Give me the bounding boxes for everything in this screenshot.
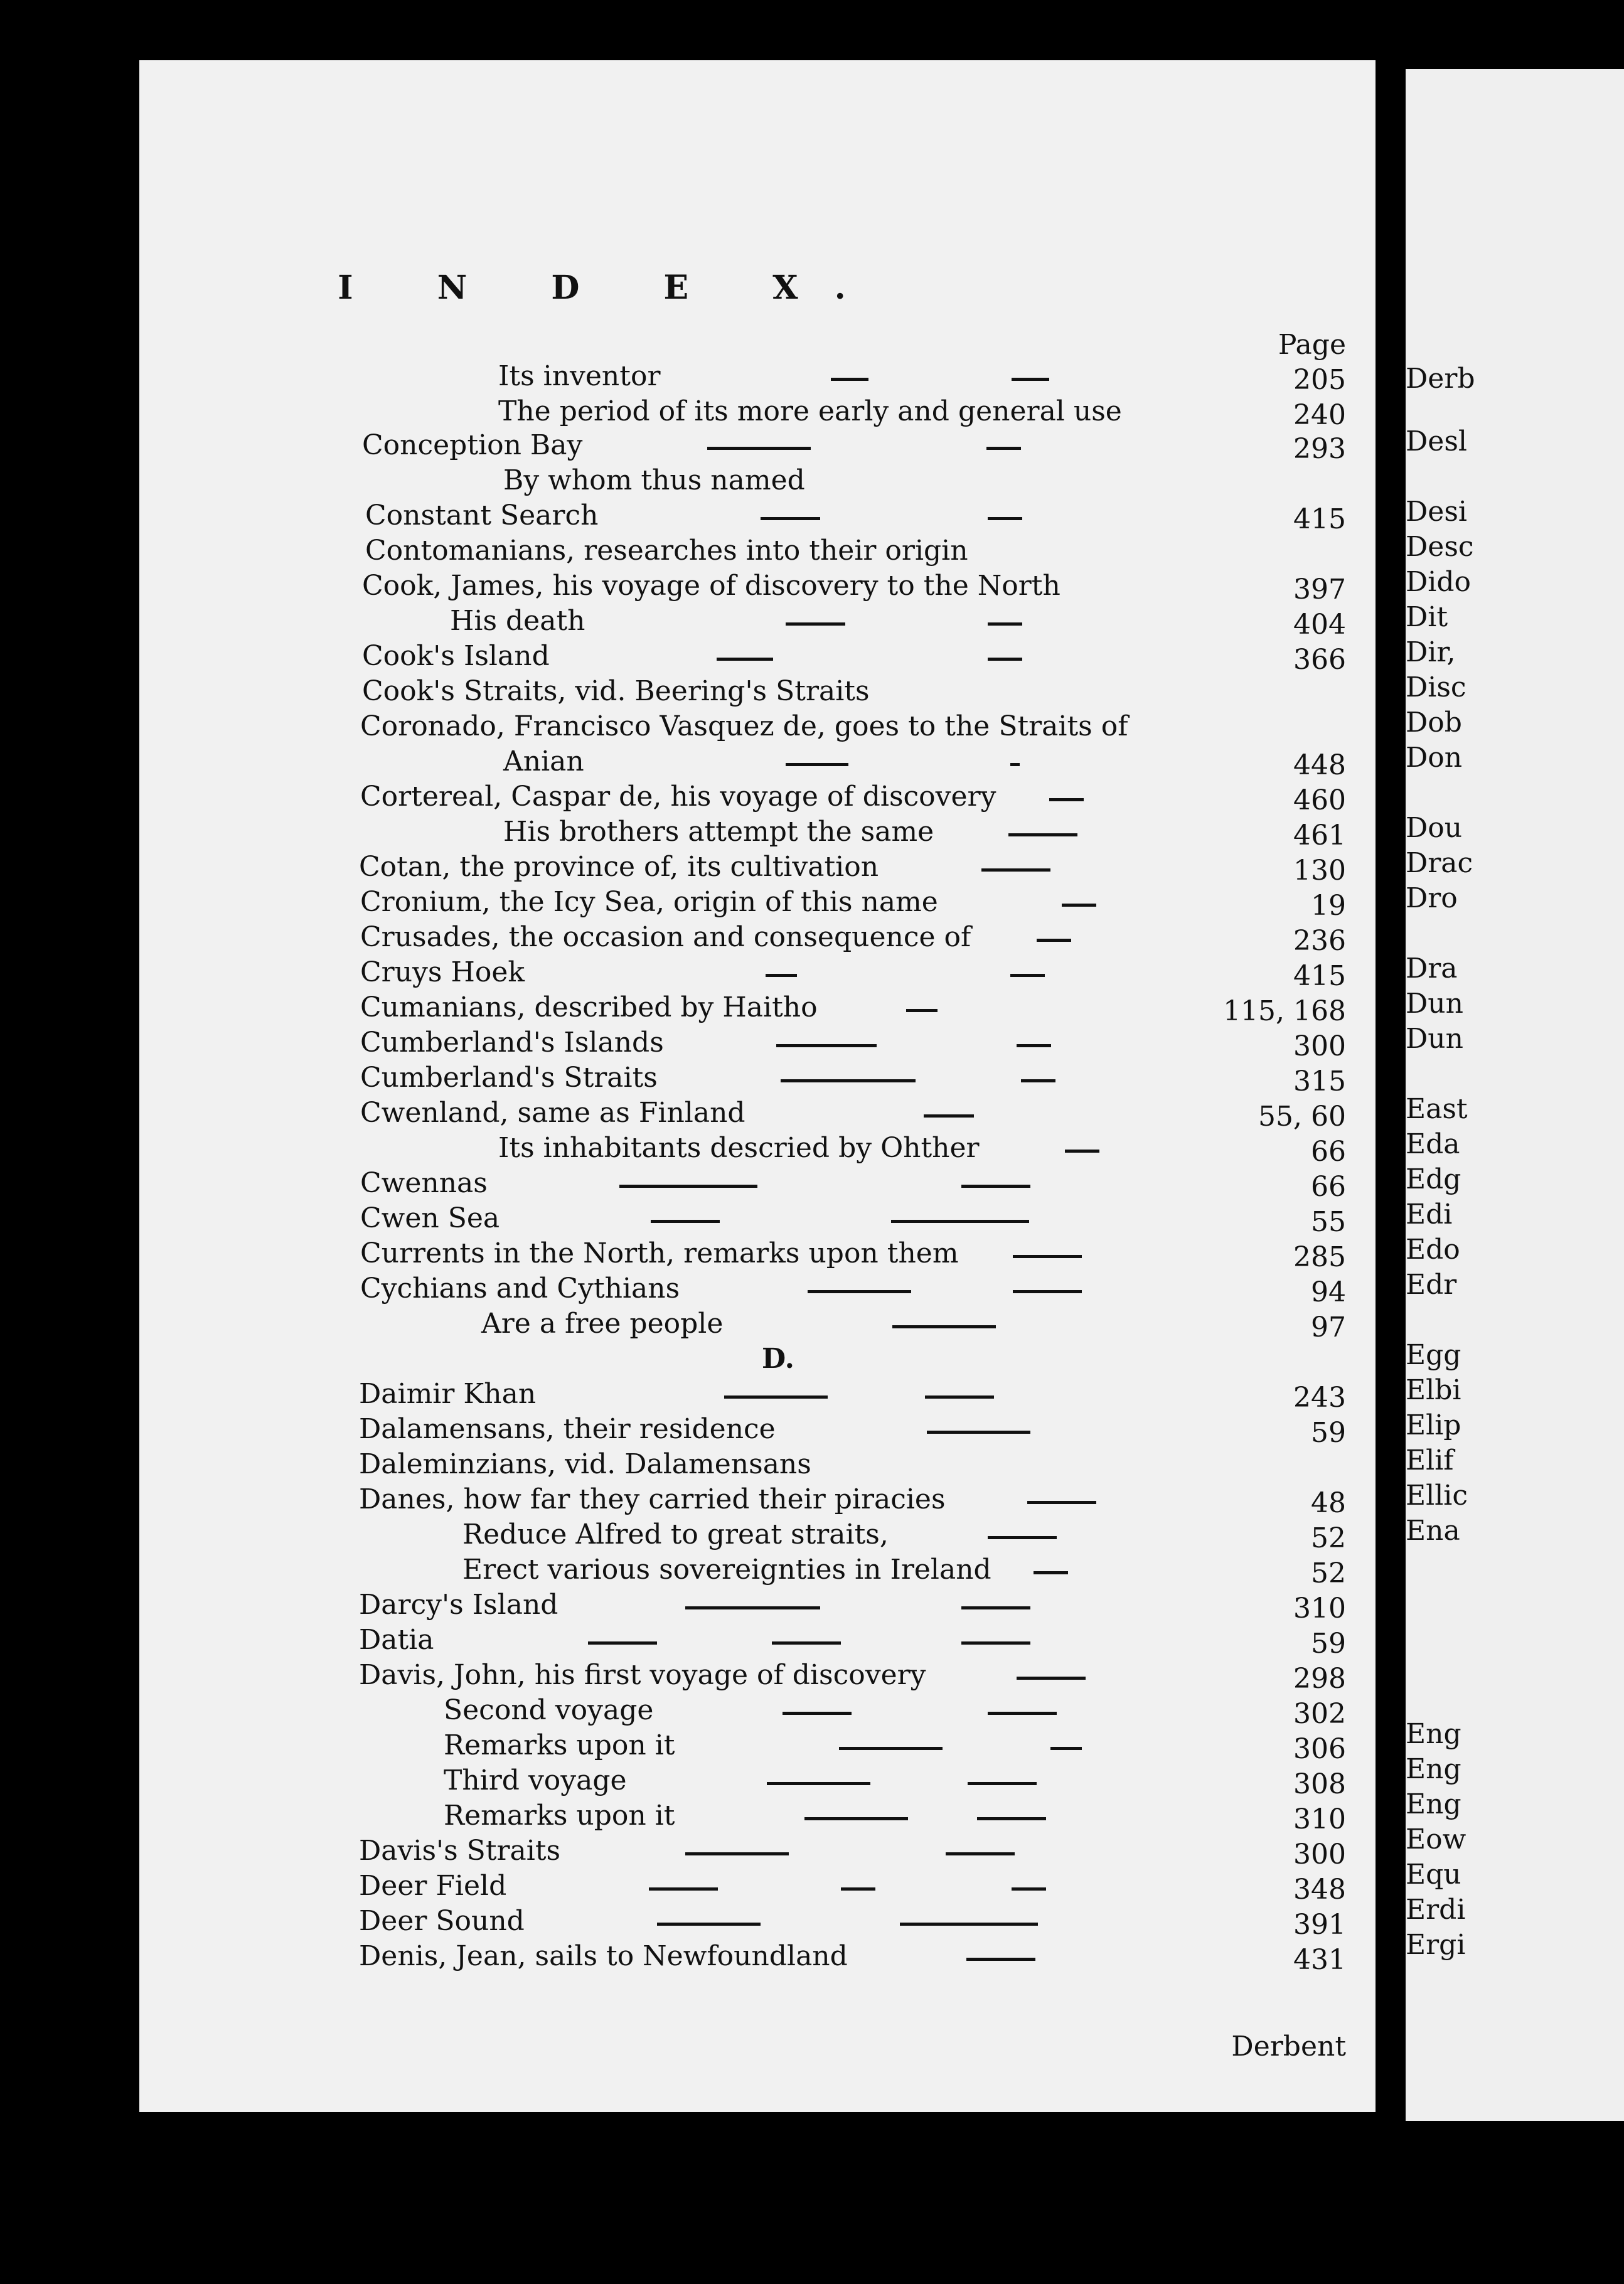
entry-page: 94	[1311, 1276, 1346, 1308]
leader-dash	[1049, 798, 1084, 801]
leader-dash	[892, 1325, 996, 1328]
index-entry	[139, 1869, 1376, 1904]
entry-name: Cumberland's Straits	[360, 1062, 658, 1094]
right-entry-fragment: Eow	[1406, 1823, 1466, 1855]
index-entry	[139, 920, 1376, 955]
entry-name: Denis, Jean, sails to Newfoundland	[359, 1940, 848, 1972]
entry-page: 397	[1293, 574, 1346, 606]
index-entry	[139, 394, 1376, 429]
entry-name: Are a free people	[481, 1308, 724, 1340]
entry-page: 310	[1293, 1593, 1346, 1625]
leader-dash	[783, 1712, 852, 1715]
entry-name: Second voyage	[444, 1694, 654, 1726]
entry-page: 285	[1293, 1241, 1346, 1273]
entry-name: Deer Field	[359, 1870, 507, 1902]
entry-page: 404	[1293, 609, 1346, 641]
right-entry-fragment: Dit	[1406, 601, 1448, 633]
index-entry	[139, 428, 1376, 463]
right-entry-fragment: Erdi	[1406, 1894, 1466, 1926]
right-entry-fragment: Dido	[1406, 566, 1472, 598]
leader-dash	[1017, 1044, 1051, 1047]
right-entry-fragment: Dou	[1406, 812, 1463, 844]
entry-page: 52	[1311, 1557, 1346, 1589]
index-entry	[139, 1798, 1376, 1833]
leader-dash	[1012, 1887, 1046, 1891]
leader-dash	[767, 1782, 870, 1785]
leader-dash	[808, 1290, 911, 1293]
entry-page: 293	[1293, 433, 1346, 465]
right-entry-fragment: Ena	[1406, 1515, 1460, 1547]
entry-page: 115, 168	[1223, 995, 1346, 1027]
leader-dash	[1013, 1255, 1082, 1258]
leader-dash	[1008, 833, 1077, 836]
index-entry	[139, 1271, 1376, 1306]
leader-dash	[588, 1641, 657, 1645]
entry-name: Conception Bay	[362, 429, 583, 461]
entry-name: Deer Sound	[359, 1905, 525, 1937]
leader-dash	[1012, 378, 1049, 381]
leader-dash	[717, 658, 773, 661]
index-heading: I N D E X.	[338, 269, 882, 307]
entry-name: Cook, James, his voyage of discovery to the North	[362, 570, 1060, 602]
leader-dash	[1034, 1571, 1068, 1574]
entry-name: Crusades, the occasion and consequence of	[360, 921, 971, 953]
index-entry	[139, 885, 1376, 920]
leader-dash	[977, 1817, 1046, 1820]
leader-dash	[1062, 904, 1096, 907]
entry-name: Erect various sovereignties in Ireland	[462, 1554, 991, 1586]
entry-name: Coronado, Francisco Vasquez de, goes to the Straits of	[360, 710, 1128, 742]
entry-name: Contomanians, researches into their origin	[365, 535, 968, 567]
leader-dash	[841, 1887, 875, 1891]
leader-dash	[1013, 1290, 1082, 1293]
right-entry-fragment: Eda	[1406, 1128, 1460, 1160]
page-column-header: Page	[1278, 329, 1346, 361]
leader-dash	[1010, 763, 1020, 766]
entry-page: 415	[1293, 960, 1346, 992]
leader-dash	[776, 1044, 877, 1047]
entry-name: By whom thus named	[503, 464, 805, 496]
leader-dash	[1050, 1747, 1082, 1750]
index-entry	[139, 1377, 1376, 1412]
right-entry-fragment: East	[1406, 1093, 1468, 1125]
entry-page: 66	[1311, 1171, 1346, 1203]
entry-page: 240	[1293, 399, 1346, 431]
right-entry-fragment: Elif	[1406, 1444, 1454, 1476]
index-entry	[139, 1096, 1376, 1131]
entry-name: His death	[450, 605, 585, 637]
entry-name: Cook's Straits, vid. Beering's Straits	[362, 675, 870, 707]
index-entry	[139, 359, 1376, 394]
entry-page: 130	[1293, 855, 1346, 887]
entry-name: Cwennas	[360, 1167, 488, 1199]
leader-dash	[968, 1782, 1037, 1785]
leader-dash	[786, 622, 845, 626]
leader-dash	[906, 1009, 938, 1012]
leader-dash	[766, 974, 797, 977]
index-entry	[139, 639, 1376, 674]
entry-name: Remarks upon it	[444, 1729, 675, 1761]
right-entry-fragment: Desl	[1406, 425, 1467, 457]
entry-name: Cwen Sea	[360, 1202, 500, 1234]
entry-name: Its inhabitants descried by Ohther	[498, 1132, 980, 1164]
right-page	[1406, 69, 1624, 2121]
right-entry-fragment: Desi	[1406, 496, 1467, 528]
index-entry	[139, 1763, 1376, 1798]
index-entry	[139, 955, 1376, 990]
section-letter: D.	[762, 1343, 794, 1375]
right-entry-fragment: Elbi	[1406, 1374, 1461, 1406]
entry-name: Its inventor	[498, 360, 661, 392]
entry-name: Danes, how far they carried their piracies	[359, 1483, 946, 1515]
index-entry	[139, 1025, 1376, 1060]
entry-name: Davis's Straits	[359, 1835, 561, 1867]
leader-dash	[1037, 939, 1071, 942]
index-entry	[139, 1412, 1376, 1447]
index-entry	[139, 1623, 1376, 1658]
right-entry-fragment: Dro	[1406, 882, 1458, 914]
index-entry	[139, 463, 1376, 498]
index-entry	[139, 1166, 1376, 1201]
leader-dash	[986, 447, 1021, 450]
entry-name: Reduce Alfred to great straits,	[462, 1518, 889, 1550]
leader-dash	[924, 1114, 974, 1118]
entry-name: Daimir Khan	[359, 1378, 537, 1410]
entry-page: 348	[1293, 1874, 1346, 1906]
entry-page: 300	[1293, 1030, 1346, 1062]
entry-page: 306	[1293, 1733, 1346, 1765]
left-page	[139, 60, 1376, 2112]
entry-name: The period of its more early and general use	[498, 395, 1122, 427]
index-entry	[139, 1658, 1376, 1693]
leader-dash	[988, 517, 1022, 520]
leader-dash	[1065, 1150, 1099, 1153]
right-entry-fragment: Edr	[1406, 1269, 1457, 1301]
leader-dash	[761, 517, 820, 520]
entry-name: Cruys Hoek	[360, 956, 525, 988]
entry-page: 391	[1293, 1909, 1346, 1941]
right-entry-fragment: Dun	[1406, 988, 1463, 1020]
leader-dash	[619, 1185, 757, 1188]
entry-name: Datia	[359, 1624, 434, 1656]
leader-dash	[961, 1606, 1030, 1609]
entry-name: Cwenland, same as Finland	[360, 1097, 745, 1129]
leader-dash	[804, 1817, 908, 1820]
leader-dash	[961, 1641, 1030, 1645]
index-section-letter	[139, 1342, 1376, 1377]
entry-name: Cotan, the province of, its cultivation	[359, 851, 879, 883]
catchword: Derbent	[1231, 2031, 1346, 2063]
entry-name: Cumanians, described by Haitho	[360, 991, 818, 1023]
leader-dash	[724, 1395, 828, 1399]
index-entry	[139, 1447, 1376, 1482]
entry-name: Dalamensans, their residence	[359, 1413, 776, 1445]
entry-page: 460	[1293, 784, 1346, 816]
leader-dash	[981, 868, 1050, 872]
leader-dash	[685, 1852, 789, 1855]
right-entry-fragment: Eng	[1406, 1718, 1461, 1750]
right-entry-fragment: Dra	[1406, 953, 1458, 985]
right-entry-fragment: Dir,	[1406, 636, 1456, 668]
index-entry	[139, 1517, 1376, 1552]
index-entry	[139, 814, 1376, 850]
right-entry-fragment: Desc	[1406, 531, 1474, 563]
right-entry-fragment: Ergi	[1406, 1929, 1466, 1961]
leader-dash	[927, 1431, 1030, 1434]
right-entry-fragment: Egg	[1406, 1339, 1461, 1371]
leader-dash	[900, 1923, 1038, 1926]
leader-dash	[1017, 1677, 1086, 1680]
entry-name: Cumberland's Islands	[360, 1027, 664, 1059]
right-entry-fragment: Edi	[1406, 1198, 1453, 1230]
entry-name: Constant Search	[365, 499, 599, 531]
leader-dash	[786, 763, 848, 766]
entry-name: Currents in the North, remarks upon them	[360, 1237, 959, 1269]
leader-dash	[657, 1923, 761, 1926]
index-entry	[139, 1728, 1376, 1763]
entry-name: Third voyage	[444, 1764, 627, 1796]
entry-page: 66	[1311, 1136, 1346, 1168]
right-entry-fragment: Dob	[1406, 707, 1462, 739]
entry-name: Daleminzians, vid. Dalamensans	[359, 1448, 811, 1480]
index-entry	[139, 1939, 1376, 1974]
leader-dash	[685, 1606, 820, 1609]
right-entry-fragment: Don	[1406, 742, 1463, 774]
entry-page: 448	[1293, 749, 1346, 781]
leader-dash	[649, 1887, 718, 1891]
leader-dash	[772, 1641, 841, 1645]
leader-dash	[988, 658, 1022, 661]
right-entry-fragment: Equ	[1406, 1859, 1461, 1891]
right-entry-fragment: Ellic	[1406, 1480, 1468, 1512]
right-entry-fragment: Edg	[1406, 1163, 1461, 1195]
leader-dash	[966, 1958, 1035, 1961]
leader-dash	[946, 1852, 1015, 1855]
right-entry-fragment: Edo	[1406, 1234, 1460, 1266]
index-entry	[139, 1060, 1376, 1096]
index-entry	[139, 850, 1376, 885]
leader-dash	[1027, 1501, 1096, 1504]
leader-dash	[1021, 1079, 1055, 1082]
right-entry-fragment: Dun	[1406, 1023, 1463, 1055]
right-entry-fragment: Eng	[1406, 1788, 1461, 1820]
entry-page: 19	[1311, 890, 1346, 922]
index-entry	[139, 1131, 1376, 1166]
right-entry-fragment: Drac	[1406, 847, 1473, 879]
right-entry-fragment: Eng	[1406, 1753, 1461, 1785]
index-entry	[139, 1482, 1376, 1517]
entry-page: 310	[1293, 1803, 1346, 1835]
entry-page: 59	[1311, 1628, 1346, 1660]
entry-page: 236	[1293, 925, 1346, 957]
entry-page: 461	[1293, 819, 1346, 851]
entry-name: Cortereal, Caspar de, his voyage of discovery	[360, 781, 996, 813]
entry-page: 55	[1311, 1206, 1346, 1238]
leader-dash	[1010, 974, 1045, 977]
index-entry	[139, 533, 1376, 568]
right-entry-fragment: Elip	[1406, 1409, 1461, 1441]
leader-dash	[839, 1747, 943, 1750]
entry-name: Cychians and Cythians	[360, 1273, 680, 1305]
entry-page: 243	[1293, 1382, 1346, 1414]
entry-page: 48	[1311, 1487, 1346, 1519]
index-entry	[139, 568, 1376, 604]
index-entry	[139, 674, 1376, 709]
entry-page: 97	[1311, 1311, 1346, 1343]
entry-page: 315	[1293, 1065, 1346, 1097]
right-entry-fragment: Derb	[1406, 363, 1475, 395]
entry-name: Davis, John, his first voyage of discovery	[359, 1659, 926, 1691]
entry-page: 308	[1293, 1768, 1346, 1800]
entry-name: Darcy's Island	[359, 1589, 558, 1621]
index-entry	[139, 1552, 1376, 1588]
right-entry-fragment: Disc	[1406, 671, 1466, 703]
entry-name: Cook's Island	[362, 640, 550, 672]
index-entry	[139, 709, 1376, 744]
index-entry	[139, 1201, 1376, 1236]
index-entry	[139, 1306, 1376, 1342]
index-entry	[139, 1833, 1376, 1869]
entry-page: 300	[1293, 1838, 1346, 1870]
entry-page: 302	[1293, 1698, 1346, 1730]
leader-dash	[651, 1220, 720, 1223]
entry-name: His brothers attempt the same	[503, 816, 934, 848]
entry-page: 59	[1311, 1417, 1346, 1449]
entry-page: 205	[1293, 364, 1346, 396]
leader-dash	[781, 1079, 916, 1082]
index-entry	[139, 779, 1376, 814]
entry-name: Cronium, the Icy Sea, origin of this name	[360, 886, 938, 918]
leader-dash	[988, 1712, 1057, 1715]
index-entry	[139, 604, 1376, 639]
entry-page: 55, 60	[1258, 1101, 1346, 1133]
index-entry	[139, 1588, 1376, 1623]
index-entry	[139, 1904, 1376, 1939]
entry-name: Remarks upon it	[444, 1800, 675, 1832]
index-entry	[139, 1693, 1376, 1728]
entry-page: 298	[1293, 1663, 1346, 1695]
index-entry	[139, 990, 1376, 1025]
entry-page: 52	[1311, 1522, 1346, 1554]
entry-page: 415	[1293, 503, 1346, 535]
leader-dash	[988, 1536, 1057, 1539]
entry-name: Anian	[503, 745, 584, 777]
leader-dash	[891, 1220, 1029, 1223]
entry-page: 431	[1293, 1944, 1346, 1976]
index-entry	[139, 498, 1376, 533]
entry-page: 366	[1293, 644, 1346, 676]
leader-dash	[831, 378, 868, 381]
index-entry	[139, 1236, 1376, 1271]
leader-dash	[961, 1185, 1030, 1188]
leader-dash	[925, 1395, 994, 1399]
leader-dash	[988, 622, 1022, 626]
leader-dash	[707, 447, 811, 450]
index-entry	[139, 744, 1376, 779]
